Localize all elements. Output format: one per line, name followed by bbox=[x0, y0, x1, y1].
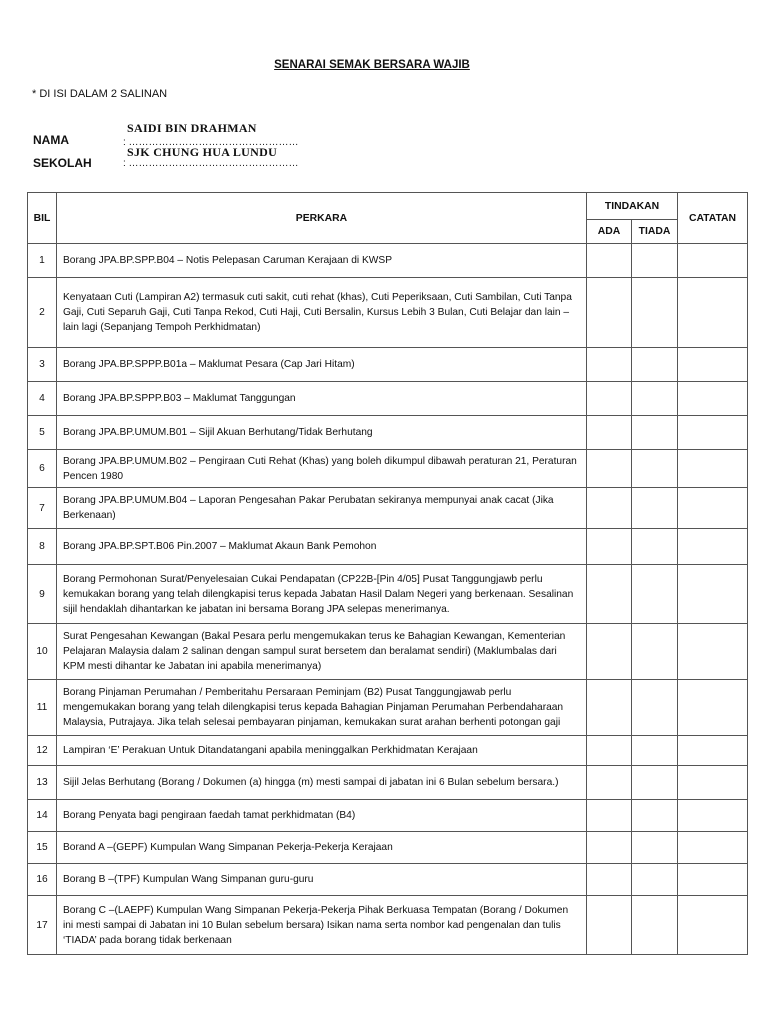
catatan-cell[interactable] bbox=[678, 766, 748, 800]
nama-value: SAIDI BIN DRAHMAN bbox=[127, 121, 257, 135]
header-ada: ADA bbox=[587, 220, 632, 244]
nama-label: NAMA bbox=[33, 133, 69, 147]
tiada-checkbox-cell[interactable] bbox=[632, 348, 678, 382]
table-row bbox=[28, 800, 748, 832]
row-item: Surat Pengesahan Kewangan (Bakal Pesara perlu mengemukakan terus ke Bahagian Kewangan, Kementerian Pelajaran Malaysia dalam 2 salinan dengan sampul surat bersetem dan beralamat sendiri) (Maklumbalas dari KPM mesti dihantar ke Jabatan ini apabila menerimanya) bbox=[57, 624, 587, 680]
row-number: 12 bbox=[28, 736, 57, 766]
row-item: Kenyataan Cuti (Lampiran A2) termasuk cuti sakit, cuti rehat (khas), Cuti Peperiksaan, Cuti Sambilan, Cuti Tanpa Gaji, Cuti Separuh Gaji, Cuti Tanpa Rekod, Cuti Haji, Cuti Bersalin, Kursus Lebih 3 Bulan, Cuti Belajar dan lain – lain lagi (Sepanjang Tempoh Perkhidmatan) bbox=[57, 278, 587, 348]
row-item: Borang C –(LAEPF) Kumpulan Wang Simpanan Pekerja-Pekerja Pihak Berkuasa Tempatan (Borang / Dokumen ini mesti sampai di Jabatan ini 10 Bulan sebelum bersara) Isikan nama serta nombor kad pengenalan dan tulis ‘TIADA’ pada borang tidak berkenaan bbox=[57, 896, 587, 955]
catatan-cell[interactable] bbox=[678, 680, 748, 736]
sekolah-dotted-line: : …………………………………………… bbox=[123, 158, 299, 169]
catatan-cell[interactable] bbox=[678, 244, 748, 278]
header-bil: BIL bbox=[28, 193, 57, 244]
catatan-cell[interactable] bbox=[678, 565, 748, 624]
tiada-checkbox-cell[interactable] bbox=[632, 864, 678, 896]
sekolah-value: SJK CHUNG HUA LUNDU bbox=[127, 145, 278, 159]
tiada-checkbox-cell[interactable] bbox=[632, 529, 678, 565]
page-title: SENARAI SEMAK BERSARA WAJIB bbox=[274, 59, 470, 71]
ada-checkbox-cell[interactable] bbox=[587, 680, 632, 736]
row-item: Borang Permohonan Surat/Penyelesaian Cukai Pendapatan (CP22B-[Pin 4/05] Pusat Tanggungjawb perlu kemukakan borang yang telah dilengkapisi terus kepada Jabatan Hasil Dalam Negeri yang berkenaan. Sesalinan sijil hendaklah dihantarkan ke jabatan ini bersama Borang JPA selepas menerimanya. bbox=[57, 565, 587, 624]
row-number: 9 bbox=[28, 565, 57, 624]
row-number: 8 bbox=[28, 529, 57, 565]
header-tindakan: TINDAKAN bbox=[587, 193, 678, 220]
row-item: Borang Penyata bagi pengiraan faedah tamat perkhidmatan (B4) bbox=[57, 800, 587, 832]
table-row bbox=[28, 450, 748, 488]
ada-checkbox-cell[interactable] bbox=[587, 565, 632, 624]
tiada-checkbox-cell[interactable] bbox=[632, 244, 678, 278]
ada-checkbox-cell[interactable] bbox=[587, 624, 632, 680]
row-item: Borang JPA.BP.SPPP.B03 – Maklumat Tanggungan bbox=[57, 382, 587, 416]
ada-checkbox-cell[interactable] bbox=[587, 864, 632, 896]
table-row bbox=[28, 896, 748, 955]
table-row bbox=[28, 565, 748, 624]
table-row bbox=[28, 766, 748, 800]
row-number: 6 bbox=[28, 450, 57, 488]
tiada-checkbox-cell[interactable] bbox=[632, 488, 678, 529]
ada-checkbox-cell[interactable] bbox=[587, 800, 632, 832]
table-row bbox=[28, 278, 748, 348]
tiada-checkbox-cell[interactable] bbox=[632, 736, 678, 766]
tiada-checkbox-cell[interactable] bbox=[632, 450, 678, 488]
header-perkara: PERKARA bbox=[57, 193, 587, 244]
catatan-cell[interactable] bbox=[678, 348, 748, 382]
row-number: 13 bbox=[28, 766, 57, 800]
row-number: 17 bbox=[28, 896, 57, 955]
table-header-row bbox=[28, 193, 748, 220]
table-row bbox=[28, 680, 748, 736]
catatan-cell[interactable] bbox=[678, 278, 748, 348]
ada-checkbox-cell[interactable] bbox=[587, 450, 632, 488]
catatan-cell[interactable] bbox=[678, 800, 748, 832]
row-number: 5 bbox=[28, 416, 57, 450]
row-item: Borang JPA.BP.UMUM.B02 – Pengiraan Cuti Rehat (Khas) yang boleh dikumpul dibawah peraturan 21, Peraturan Pencen 1980 bbox=[57, 450, 587, 488]
row-item: Borang JPA.BP.SPP.B04 – Notis Pelepasan Caruman Kerajaan di KWSP bbox=[57, 244, 587, 278]
table-row bbox=[28, 736, 748, 766]
tiada-checkbox-cell[interactable] bbox=[632, 832, 678, 864]
nama-dotted-line: : …………………………………………… bbox=[123, 137, 299, 148]
row-item: Borang JPA.BP.SPPP.B01a – Maklumat Pesara (Cap Jari Hitam) bbox=[57, 348, 587, 382]
ada-checkbox-cell[interactable] bbox=[587, 488, 632, 529]
table-row bbox=[28, 244, 748, 278]
row-number: 14 bbox=[28, 800, 57, 832]
row-item: Borang JPA.BP.UMUM.B04 – Laporan Pengesahan Pakar Perubatan sekiranya mempunyai anak cacat (Jika Berkenaan) bbox=[57, 488, 587, 529]
header-tiada: TIADA bbox=[632, 220, 678, 244]
table-row bbox=[28, 864, 748, 896]
row-number: 7 bbox=[28, 488, 57, 529]
catatan-cell[interactable] bbox=[678, 382, 748, 416]
table-row bbox=[28, 624, 748, 680]
row-number: 16 bbox=[28, 864, 57, 896]
table-row bbox=[28, 382, 748, 416]
ada-checkbox-cell[interactable] bbox=[587, 896, 632, 955]
row-number: 10 bbox=[28, 624, 57, 680]
catatan-cell[interactable] bbox=[678, 624, 748, 680]
row-number: 15 bbox=[28, 832, 57, 864]
ada-checkbox-cell[interactable] bbox=[587, 529, 632, 565]
catatan-cell[interactable] bbox=[678, 864, 748, 896]
sekolah-label: SEKOLAH bbox=[33, 156, 92, 170]
ada-checkbox-cell[interactable] bbox=[587, 766, 632, 800]
catatan-cell[interactable] bbox=[678, 529, 748, 565]
row-number: 3 bbox=[28, 348, 57, 382]
ada-checkbox-cell[interactable] bbox=[587, 382, 632, 416]
tiada-checkbox-cell[interactable] bbox=[632, 278, 678, 348]
ada-checkbox-cell[interactable] bbox=[587, 416, 632, 450]
row-item: Sijil Jelas Berhutang (Borang / Dokumen (a) hingga (m) mesti sampai di jabatan ini 6 Bulan sebelum bersara.) bbox=[57, 766, 587, 800]
catatan-cell[interactable] bbox=[678, 416, 748, 450]
ada-checkbox-cell[interactable] bbox=[587, 832, 632, 864]
ada-checkbox-cell[interactable] bbox=[587, 278, 632, 348]
catatan-cell[interactable] bbox=[678, 450, 748, 488]
tiada-checkbox-cell[interactable] bbox=[632, 680, 678, 736]
catatan-cell[interactable] bbox=[678, 488, 748, 529]
row-item: Borang B –(TPF) Kumpulan Wang Simpanan guru-guru bbox=[57, 864, 587, 896]
row-number: 2 bbox=[28, 278, 57, 348]
table-row bbox=[28, 348, 748, 382]
tiada-checkbox-cell[interactable] bbox=[632, 896, 678, 955]
table-row bbox=[28, 832, 748, 864]
row-number: 11 bbox=[28, 680, 57, 736]
row-item: Borand A –(GEPF) Kumpulan Wang Simpanan Pekerja-Pekerja Kerajaan bbox=[57, 832, 587, 864]
row-number: 4 bbox=[28, 382, 57, 416]
ada-checkbox-cell[interactable] bbox=[587, 736, 632, 766]
row-number: 1 bbox=[28, 244, 57, 278]
checklist-table bbox=[27, 192, 748, 955]
tiada-checkbox-cell[interactable] bbox=[632, 766, 678, 800]
table-row bbox=[28, 488, 748, 529]
ada-checkbox-cell[interactable] bbox=[587, 348, 632, 382]
table-row bbox=[28, 416, 748, 450]
tiada-checkbox-cell[interactable] bbox=[632, 624, 678, 680]
catatan-cell[interactable] bbox=[678, 736, 748, 766]
copies-note: * DI ISI DALAM 2 SALINAN bbox=[32, 88, 168, 100]
row-item: Borang Pinjaman Perumahan / Pemberitahu Persaraan Peminjam (B2) Pusat Tanggungjawab perlu mengemukakan borang yang telah dilengkapisi terus kepada Bahagian Pinjaman Perumahan Perbendaharaan Malaysia, Putrajaya. Jika telah selesai pembayaran pinjaman, kemukakan surat arahan berhenti potongan gaji bbox=[57, 680, 587, 736]
ada-checkbox-cell[interactable] bbox=[587, 244, 632, 278]
row-item: Borang JPA.BP.UMUM.B01 – Sijil Akuan Berhutang/Tidak Berhutang bbox=[57, 416, 587, 450]
tiada-checkbox-cell[interactable] bbox=[632, 382, 678, 416]
tiada-checkbox-cell[interactable] bbox=[632, 800, 678, 832]
catatan-cell[interactable] bbox=[678, 896, 748, 955]
table-row bbox=[28, 529, 748, 565]
catatan-cell[interactable] bbox=[678, 832, 748, 864]
row-item: Borang JPA.BP.SPT.B06 Pin.2007 – Maklumat Akaun Bank Pemohon bbox=[57, 529, 587, 565]
tiada-checkbox-cell[interactable] bbox=[632, 565, 678, 624]
header-catatan: CATATAN bbox=[678, 193, 748, 244]
tiada-checkbox-cell[interactable] bbox=[632, 416, 678, 450]
row-item: Lampiran ‘E’ Perakuan Untuk Ditandatangani apabila meninggalkan Perkhidmatan Kerajaan bbox=[57, 736, 587, 766]
